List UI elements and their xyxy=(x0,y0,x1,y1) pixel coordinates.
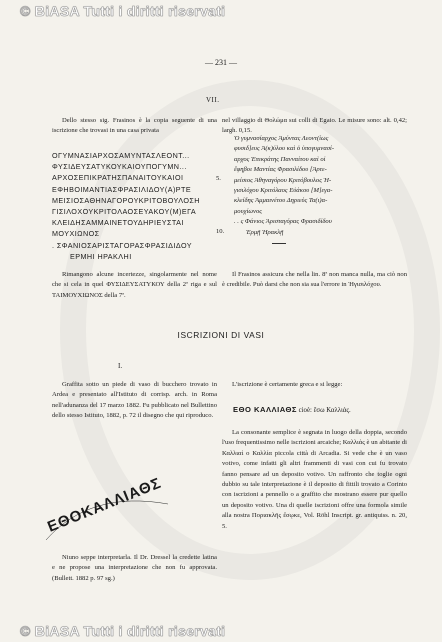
figure-letters: ΕΘΟΚΑΛΛΙΑΘΣ xyxy=(45,474,164,536)
section-number: VII. xyxy=(206,96,220,104)
left-intro-paragraph: Dello stesso sig. Frasinos è la copia seguente di una iscrizione che trovasi in una casa privata xyxy=(52,117,217,135)
transcription-line: αρχος Ἐπικράτης Πανναίτου καὶ οἱ xyxy=(234,155,326,163)
inscription-line: ΜΟΥΧΙΩΝΟΣ xyxy=(52,229,100,239)
transcription-line: ἔφηβοι Μαντίας Φρασιλίδου [Ἀρτε- xyxy=(234,166,327,174)
transcription-line: Ὁ γυμνασίαρχος Ἀμύντας Λεοντ(ίως xyxy=(234,135,329,142)
left-after-paragraph: Rimangono alcune incertezze, singolarmente nel nome che si cela in quel ΦΥΣΙΔΕΥΣΑΤΥΚΟΥ della 2ª riga e sul ΤΑΙΜΟΥΧΙΩΝΟΣ della 7ª. xyxy=(52,271,217,299)
transcription-line: φυσιδ]ευς Ἀ(κ)ύλου καὶ ὁ ὑπογυμνασί- xyxy=(234,145,335,153)
inscription-line: ΑΡΧΟΣΕΠΙΚΡΑΤΗΣΠΑΝΑΙΤΟΥΚΑΙΟΙ xyxy=(52,173,184,183)
reading-lead: L'iscrizione è certamente greca e si legge: xyxy=(232,381,343,388)
line-number-10: 10. xyxy=(216,228,225,235)
inscription-line: ΦΥΣΙΔΕΥΣΑΤΥΚΟΥΚΑΙΟΥΠΟΓΥΜΝ... xyxy=(52,162,187,172)
separator-rule xyxy=(272,243,286,244)
inscription-line: ΜΕΙΣΙΟΣΑΘΗΝΑΓΟΡΟΥΚΡΙΤΟΒΟΥΛΟΣΗ xyxy=(52,195,200,205)
subsection-number: I. xyxy=(118,362,123,370)
bottom-left-paragraph: Niuno seppe interpretarla. Il Dr. Dressel la credette latina e ne propose una interpretazione che non fu approvata. (Bullett. 1882 p. 97 sg.) xyxy=(52,554,217,582)
transcription-line: . . ς Φάνιος Ἀρισταγόρας Φρασιδίδου xyxy=(234,218,332,226)
transcription-line: κλείδης Ἀμμαινέτου Δηριεύς Τα(ι)α- xyxy=(234,197,328,205)
greek-inscription xyxy=(52,150,200,262)
graffito-paragraph: Graffita sotto un piede di vaso di bucchero trovato in Ardea e presentato all'Istituto di corrisp. arch. in Roma nell'adunanza del 17 marzo 1882. Fu pubblicato nel Bullettino dello stesso Istituto, 1882, p. 72 il disegno che qui riproduco. xyxy=(52,381,217,420)
inscription-line: ΟΓΥΜΝΑΣΙΑΡΧΟΣΑΜΥΝΤΑΣΛΕΟΝΤ... xyxy=(52,151,190,160)
transcription-line: μουχίωνος xyxy=(234,207,262,215)
right-after-paragraph: Il Frasinos assicura che nella lin. 8ª non manca nulla, ma ciò non è credibile. Può darsi che non sia sua l'errore in Ἡγισιλόχου. xyxy=(222,271,407,289)
transcription-line: γισιλόχου Κριτόλαος Εὐάκου [Μ]εγα- xyxy=(234,187,333,195)
greek-transcription xyxy=(234,134,414,238)
watermark-bottom: © BiASA Tutti i diritti riservati xyxy=(20,623,226,639)
inscription-reading-gloss: cioè: ἔσω Καλλιάς. xyxy=(298,407,351,414)
inscription-line: ΓΙΣΙΛΟΧΟΥΚΡΙΤΟΛΑΟΣΕΥΑΚΟΥ(Μ)ΕΓΑ xyxy=(52,207,197,217)
page-number: — 231 — xyxy=(205,58,237,67)
watermark-top: © BiASA Tutti i diritti riservati xyxy=(20,3,226,19)
section-heading: ISCRIZIONI DI VASI xyxy=(177,330,265,340)
inscription-reading-greek: ΕΘΟ ΚΑΛΛΙΑΘΣ xyxy=(233,405,297,414)
inscription-reading xyxy=(233,405,351,414)
right-intro-paragraph: nel villaggio di Θολώμα sui colli di Egaio. Le misure sono: alt. 0,42; largh. 0,15. xyxy=(222,117,407,135)
consonant-paragraph: La consonante semplice è segnata in luogo della doppia, secondo l'uso frequentissimo nelle iscrizioni arcaiche; Καλλιάς è un abitante di Καλλιαί o Καλλία piccola città di Arcadia. Si vede che è un vaso votivo, come infatti gli altri frammenti di vasi con cui fu trovato fanno pensare ad un deposito votivo. Un raffronto che toglie ogni dubbio su tale interpretazione è il deposito di fittili trovato a Corinto con iscrizioni a pennello o a graffito che mostrano essere pur quello un deposito votivo. Una di quelle iscrizioni offre una formola simile alla nostra Ποριακλῆς ἔσῳκε, Vol. Röhl Inscript. gr. antiquiss. n. 20, 5. xyxy=(222,429,407,530)
transcription-line: Ἑρμῇ Ἡρακλῇ xyxy=(246,228,284,236)
inscription-line: ΚΛΕΙΔΗΣΑΜΜΑΙΝΕΤΟΥΔΗΡΙΕΥΣΤΑΙ xyxy=(52,218,184,228)
inscription-line: ΕΡΜΗΙ ΗΡΑΚΛΗΙ xyxy=(70,251,132,261)
inscription-line: ΕΦΗΒΟΙΜΑΝΤΙΑΣΦΡΑΣΙΛΙΔΟΥ(Α)ΡΤΕ xyxy=(52,184,192,194)
transcription-line: μείσιος Ἀθηναγόρου Κριτόβουλος Ἡ- xyxy=(234,176,332,184)
inscription-line: . ΣΦΑΝΙΟΣΑΡΙΣΤΑΓΟΡΑΣΦΡΑΣΙΔΙΔΟΥ xyxy=(52,240,193,250)
graffito-figure xyxy=(40,470,175,545)
line-number-5: 5. xyxy=(216,175,221,182)
